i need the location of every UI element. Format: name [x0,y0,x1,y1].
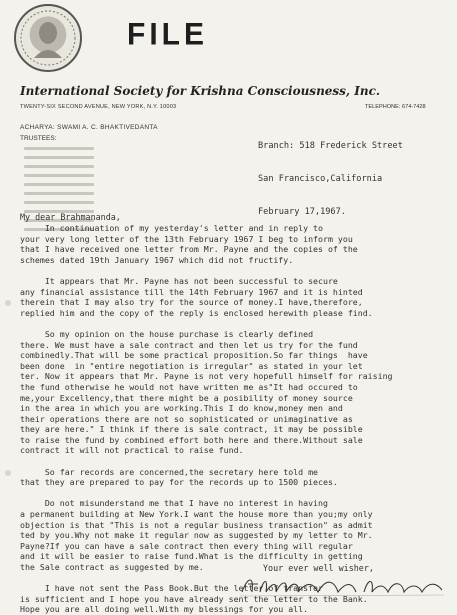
salutation: My dear Brahmananda, [20,212,121,222]
branch-line: San Francisco,California [258,174,383,184]
letter-line: their operations there are not so sophisticated or unimaginative as [20,413,353,424]
branch-line: Branch: 518 Frederick Street [258,141,403,151]
seal-portrait-icon [16,6,80,70]
letter-line: the Sale contract as suggested by me. [20,562,204,572]
letter-line: been done in "entire negotiation is irregular" as stated in your let [20,360,363,371]
letter-line: in the area in which you are working.This I do know,money men and [20,403,343,414]
letter-line: So far records are concerned,the secretary here told me [20,466,319,477]
acharya-line: ACHARYA: SWAMI A. C. BHAKTIVEDANTA [20,124,158,131]
letter-line: that I have received one letter from Mr. Payne and the copies of the [20,244,358,255]
letter-line: ter. Now it appears that Mr. Payne is not very hopefull himself for raising [20,371,393,382]
letter-line: Do not misunderstand me that I have no interest in having [20,498,328,509]
letter-line: In continuation of my yesterday's letter and in reply to [20,223,323,233]
letter-line: therein that I may also try for the source of money.I have,therefore, [20,297,363,308]
society-telephone: TELEPHONE: 674-7428 [365,104,426,110]
letter-line: replied him and the copy of the reply is enclosed herewith please find. [20,307,373,318]
letter-line: the fund otherwise he would not have written me as"It had occured to [20,381,358,392]
society-seal [14,4,82,72]
letter-line: It appears that Mr. Payne has not been successful to secure [20,275,338,286]
letter-line: a permanent building at New York.I want the house more than you;my only [20,509,373,520]
letter-date: February 17,1967. [258,207,346,217]
letter-line: combinedly.That will be some practical proposition.So far things have [20,350,368,361]
punch-hole [5,470,11,476]
letter-line: is sufficient and I hope you have already sent the letter to the Bank. [20,593,368,604]
letter-line: Payne?If you can have a sale contract then every thing will regular [20,540,353,551]
letter-line: your very long letter of the 13th February 1967 I beg to inform you [20,233,353,244]
trustees-label: TRUSTEES: [20,135,57,142]
letter-line: and it will be easier to raise fund.What is the difficulty in getting [20,551,363,562]
punch-hole [5,300,11,306]
branch-address-date [258,119,403,229]
letter-line: objection is that "This is not a regular business transaction" as admit [20,519,373,530]
society-name: International Society for Krishna Consciousness, Inc. [20,84,381,98]
letter-line: they are here." I think if there is sale contract, it may be possible [20,424,363,435]
society-address: TWENTY-SIX SECOND AVENUE, NEW YORK, N.Y. 10003 [20,104,177,110]
letter-line: contract it will not practical to raise fund. [20,445,244,456]
letter-line: So my opinion on the house purchase is clearly defined [20,328,314,339]
letter-line: that they are prepared to pay for the records up to 1500 pieces. [20,477,338,488]
letter-body [20,223,445,615]
letter-line: schemes dated 19th January 1967 which did not fructify. [20,254,294,265]
letter-line: there. We must have a sale contract and then let us try for the fund [20,339,358,350]
handwritten-signature [238,572,448,600]
closing: Your ever well wisher, [263,563,374,573]
file-stamp: FILE [127,17,208,52]
letter-line: any financial assistance till the 14th February 1967 and it is hinted [20,286,363,297]
letter-line: me,your Excellency,that there might be a posibility of money source [20,392,353,403]
letter-line: to raise the fund by combined effort both here and there.Without sale [20,434,363,445]
letter-line: Hope you are all doing well.With my blessings for you all. [20,604,309,615]
letter-line: ted by you.Why not make it regular now as suggested by my letter to Mr. [20,530,373,541]
letter-line: I have not sent the Pass Book.But the letter of transfer [20,583,323,594]
